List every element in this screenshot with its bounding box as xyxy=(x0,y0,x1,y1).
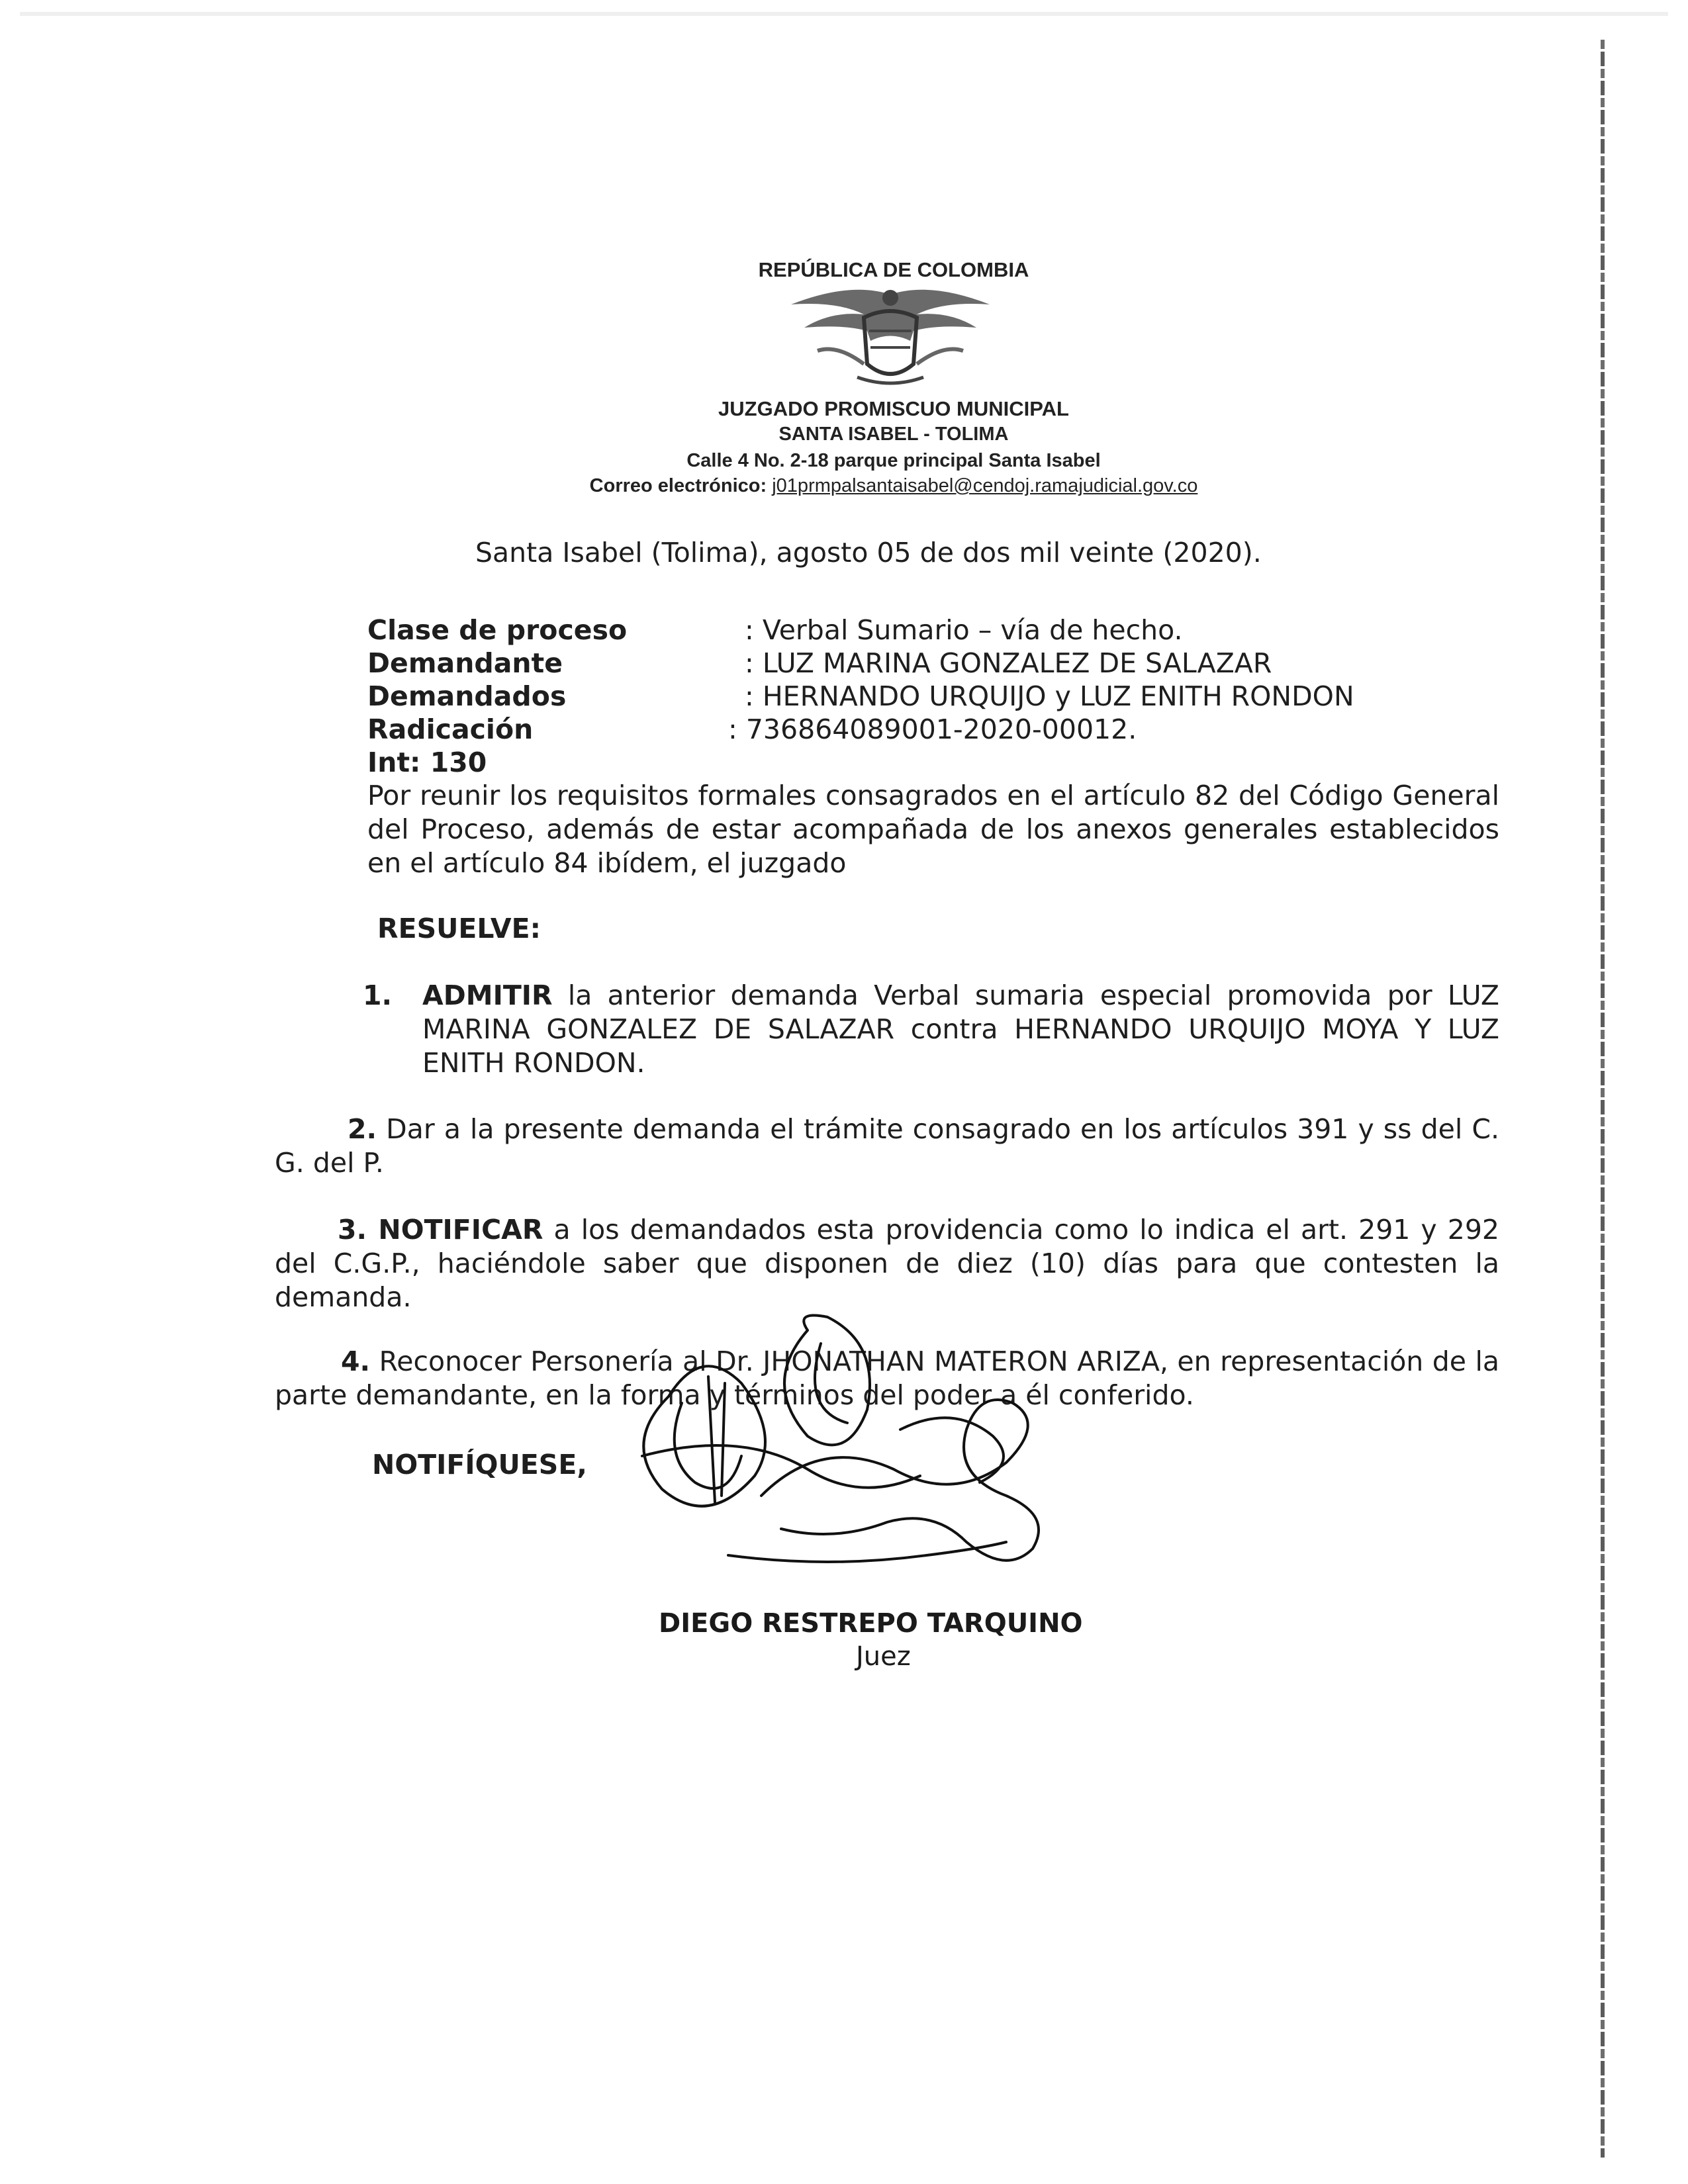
email-label: Correo electrónico: xyxy=(589,475,773,496)
clase-label: Clase de proceso xyxy=(367,614,628,646)
resuelve-heading: RESUELVE: xyxy=(377,913,541,944)
intro-text: Por reunir los requisitos formales consagrados en el artículo 82 del Código General del Proceso, además de estar acompañada de los anexos generales establecidos en el artículo 84 ibídem, el juzgado xyxy=(367,780,1499,879)
item-1-text: la anterior demanda Verbal sumaria especial promovida por LUZ MARINA GONZALEZ DE SALAZAR contra HERNANDO URQUIJO MOYA Y LUZ ENITH RONDON. xyxy=(422,979,1499,1079)
item-3-text: a los demandados esta providencia como lo indica el art. 291 y 292 del C.G.P., haciéndole saber que disponen de diez (10) días para que contesten la demanda. xyxy=(275,1214,1500,1313)
radicacion-label: Radicación xyxy=(367,713,534,745)
demandados-value: : HERNANDO URQUIJO y LUZ ENITH RONDON xyxy=(745,680,1354,712)
judge-role: Juez xyxy=(856,1641,911,1672)
scan-right-edge xyxy=(1601,40,1605,2158)
court-city: SANTA ISABEL - TOLIMA xyxy=(778,424,1009,445)
court-name: JUZGADO PROMISCUO MUNICIPAL xyxy=(718,397,1069,420)
item-1 xyxy=(422,979,1499,1080)
email-link[interactable]: j01prmpalsantaisabel@cendoj.ramajudicial.gov.co xyxy=(772,475,1198,496)
coat-of-arms-icon xyxy=(778,278,1003,390)
item-3-number: 3. xyxy=(338,1214,367,1246)
court-address: Calle 4 No. 2-18 parque principal Santa Isabel xyxy=(686,450,1101,471)
int-label: Int: 130 xyxy=(367,747,487,778)
intro-paragraph xyxy=(275,779,1499,880)
item-2 xyxy=(275,1113,1499,1180)
radicacion-value: : 736864089001-2020-00012. xyxy=(728,713,1137,745)
demandante-label: Demandante xyxy=(367,647,563,679)
item-1-number: 1. xyxy=(363,979,393,1011)
handwritten-signature-icon xyxy=(609,1304,1072,1588)
court-email-line xyxy=(0,475,1688,497)
item-2-number: 2. xyxy=(348,1113,377,1145)
scan-top-edge xyxy=(20,12,1668,16)
judge-name: DIEGO RESTREPO TARQUINO xyxy=(659,1608,1083,1639)
demandante-value: : LUZ MARINA GONZALEZ DE SALAZAR xyxy=(745,647,1272,679)
demandados-label: Demandados xyxy=(367,680,567,712)
clase-value: : Verbal Sumario – vía de hecho. xyxy=(745,614,1183,646)
item-3-keyword: NOTIFICAR xyxy=(367,1214,543,1246)
item-3 xyxy=(275,1213,1499,1314)
item-2-text: Dar a la presente demanda el trámite consagrado en los artículos 391 y ss del C. G. del P. xyxy=(275,1113,1499,1179)
item-4-number: 4. xyxy=(341,1345,371,1377)
date-line: Santa Isabel (Tolima), agosto 05 de dos mil veinte (2020). xyxy=(475,537,1262,569)
item-4-text: Reconocer Personería al Dr. JHONATHAN MATERON ARIZA, en representación de la parte demandante, en la forma y términos del poder a él conferido. xyxy=(275,1345,1499,1411)
item-1-keyword: ADMITIR xyxy=(422,979,553,1011)
notifiquese: NOTIFÍQUESE, xyxy=(372,1449,587,1480)
republic-heading: REPÚBLICA DE COLOMBIA xyxy=(758,258,1029,281)
